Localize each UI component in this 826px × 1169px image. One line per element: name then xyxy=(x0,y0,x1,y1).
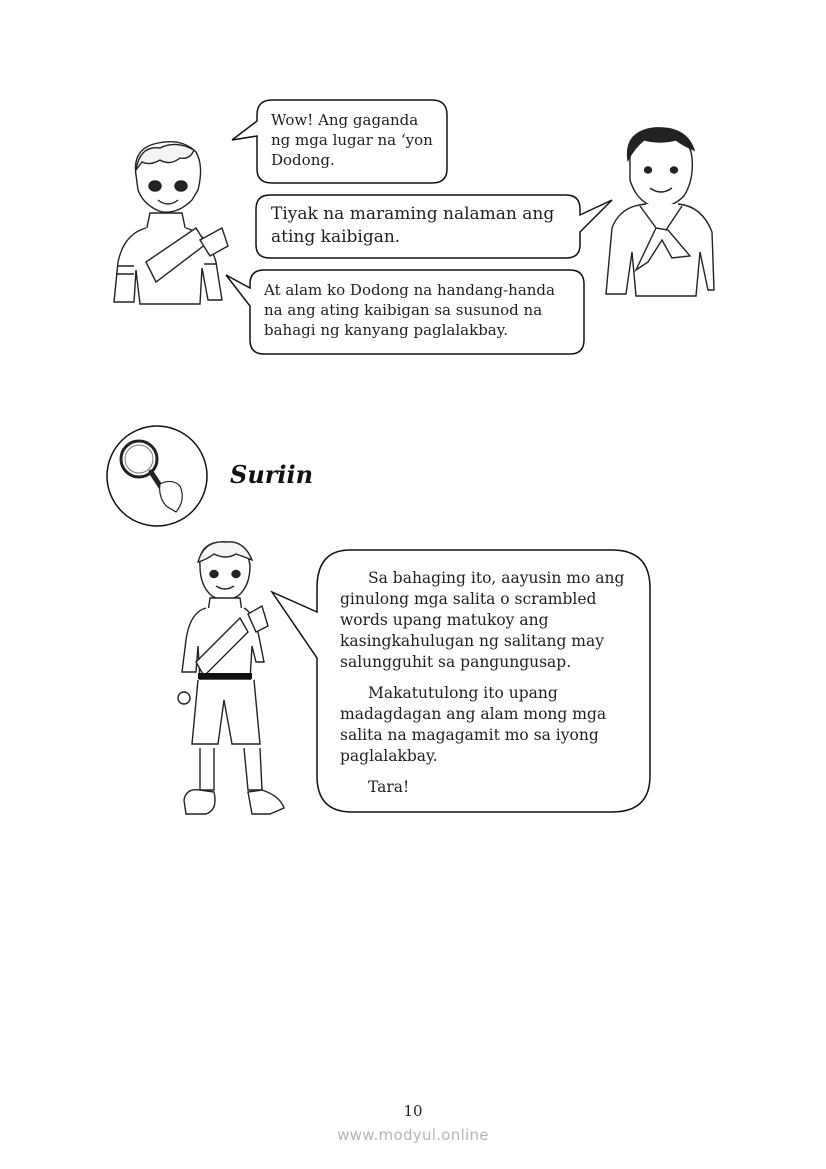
page-number: 10 xyxy=(403,1102,423,1120)
scout-boy-character xyxy=(606,128,714,296)
footer-watermark[interactable]: www.modyul.online xyxy=(337,1126,489,1144)
section-title: Suriin xyxy=(230,460,314,489)
bubble-3-text: At alam ko Dodong na handang-handa na ang ating kaibigan sa susunod na bahagi ng kanyang paglalakbay. xyxy=(264,281,555,339)
boy-character-full xyxy=(178,542,284,814)
boy-character-top xyxy=(114,142,228,304)
instruction-paragraph-3: Tara! xyxy=(368,778,410,796)
magnifying-glass-icon xyxy=(107,426,207,526)
instruction-paragraph-1: Sa bahaging ito, aayusin mo ang ginulong mga salita o scrambled words upang matukoy ang kasingkahulugan ng salitang may salungguhit sa pangungusap. xyxy=(340,569,625,671)
instruction-bubble-text xyxy=(340,568,630,808)
instruction-paragraph-2: Makatutulong ito upang madagdagan ang alam mong mga salita na magagamit mo sa iyong paglalakbay. xyxy=(340,684,607,765)
bubble-2-text: Tiyak na maraming nalaman ang ating kaibigan. xyxy=(271,204,555,247)
bubble-1-text: Wow! Ang gaganda ng mga lugar na ‘yon Dodong. xyxy=(271,111,433,169)
